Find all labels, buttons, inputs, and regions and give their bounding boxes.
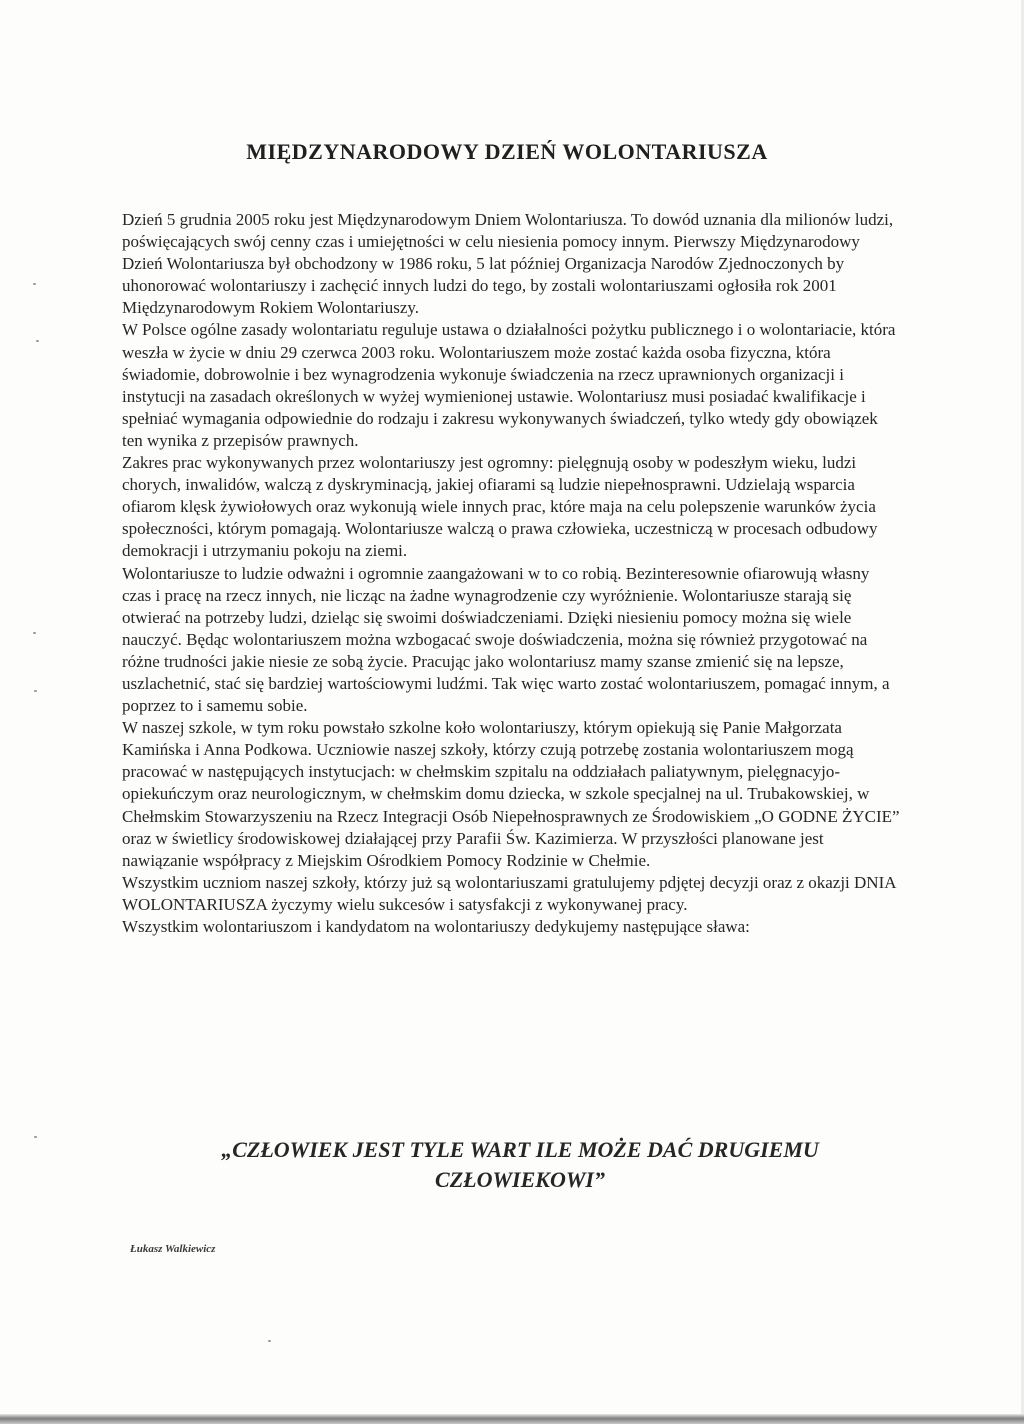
paragraph-intro: Dzień 5 grudnia 2005 roku jest Międzynarodowym Dniem Wolontariusza. To dowód uznania dla milionów ludzi, poświęcających swój cenny czas i umiejętności w celu niesienia pomocy innym. Pierwszy Międzynarodowy Dzień Wolontariusza był obchodzony w 1986 roku, 5 lat później Organizacja Narodów Zjednoczonych by uhonorować wolontariuszy i zachęcić innych ludzi do tego, by zostali wolontariuszami ogłosiła rok 2001 Międzynarodowym Rokiem Wolontariuszy. xyxy=(122,210,894,318)
paragraph-congratulations: Wszystkim uczniom naszej szkoły, którzy już są wolontariuszami gratulujemy pdjętej decyzji oraz z okazji DNIA WOLONTARIUSZA życzymy wielu sukcesów i satysfakcji z wykonywanej pracy. xyxy=(122,872,896,914)
scan-speck xyxy=(33,283,36,285)
motto-quote xyxy=(150,1135,890,1195)
paragraph-law: W Polsce ogólne zasady wolontariatu reguluje ustawa o działalności pożytku publicznego i o wolontariacie, która weszła w życie w dniu 29 czerwca 2003 roku. Wolontariuszem może zostać każda osoba fizyczna, która świadomie, dobrowolnie i bez wynagrodzenia wykonuje świadczenia na rzecz uprawnionych organizacji i instytucji na zasadach określonych w wyżej wymienionej ustawie. Wolontariusz musi posiadać kwalifikacje i spełniać wymagania odpowiednie do rodzaju i zakresu wykonywanych świadczeń, tylko wtedy gdy obowiązek ten wynika z przepisów prawnych. xyxy=(122,320,896,450)
scan-speck xyxy=(36,340,39,342)
motto-line-1: „CZŁOWIEK JEST TYLE WART ILE MOŻE DAĆ DRUGIEMU xyxy=(221,1137,819,1162)
paragraph-scope: Zakres prac wykonywanych przez wolontariuszy jest ogromny: pielęgnują osoby w podeszłym wieku, ludzi chorych, inwalidów, walczą z dyskryminacją, jakiej ofiarami są ludzie niepełnosprawni. Udzielają wsparcia ofiarom klęsk żywiołowych oraz wykonują wiele innych prac, które maja na celu polepszenie warunków życia społeczności, którym pomagają. Wolontariusze walczą o prawa człowieka, uczestniczą w procesach odbudowy demokracji i utrzymaniu pokoju na ziemi. xyxy=(122,453,878,561)
document-body xyxy=(122,209,902,938)
scan-speck xyxy=(268,1340,271,1342)
scan-speck xyxy=(34,690,37,692)
paragraph-dedication: Wszystkim wolontariuszom i kandydatom na wolontariuszy dedykujemy następujące sława: xyxy=(122,917,750,936)
author-signature: Łukasz Walkiewicz xyxy=(130,1243,216,1255)
paragraph-character: Wolontariusze to ludzie odważni i ogromnie zaangażowani w to co robią. Bezinteresownie ofiarowują własny czas i pracę na rzecz innych, nie licząc na żadne wynagrodzenie czy wyróżnienie. Wolontariusze starają się otwierać na potrzeby ludzi, dzieląc się swoimi doświadczeniami. Dzięki niesieniu pomocy można się wiele nauczyć. Będąc wolontariuszem można wzbogacać swoje doświadczenia, można się również przygotować na różne trudności jakie niesie ze sobą życie. Pracując jako wolontariusz mamy szanse zmienić się na lepsze, uszlachetnić, stać się bardziej wartościowymi ludźmi. Tak więc warto zostać wolontariuszem, pomagać innym, a poprzez to i samemu sobie. xyxy=(122,563,890,716)
scan-edge-bottom xyxy=(0,1414,1024,1424)
scan-speck xyxy=(33,632,36,634)
scan-speck xyxy=(34,1136,37,1138)
motto-line-2: CZŁOWIEKOWI” xyxy=(435,1167,605,1192)
document-title: MIĘDZYNARODOWY DZIEŃ WOLONTARIUSZA xyxy=(246,139,768,164)
paragraph-school: W naszej szkole, w tym roku powstało szkolne koło wolontariuszy, którym opiekują się Panie Małgorzata Kamińska i Anna Podkowa. Uczniowie naszej szkoły, którzy czują potrzebę zostania wolontariuszem mogą pracować w następujących instytucjach: w chełmskim szpitalu na oddziałach paliatywnym, pielęgnacyjo-opiekuńczym oraz neurologicznym, w chełmskim domu dziecka, w szkole specjalnej na ul. Trubakowskiej, w Chełmskim Stowarzyszeniu na Rzecz Integracji Osób Niepełnosprawnych ze Środowiskiem „O GODNE ŻYCIE” oraz w świetlicy środowiskowej działającej przy Parafii Św. Kazimierza. W przyszłości planowane jest nawiązanie współpracy z Miejskim Ośrodkiem Pomocy Rodzinie w Chełmie. xyxy=(122,718,900,870)
